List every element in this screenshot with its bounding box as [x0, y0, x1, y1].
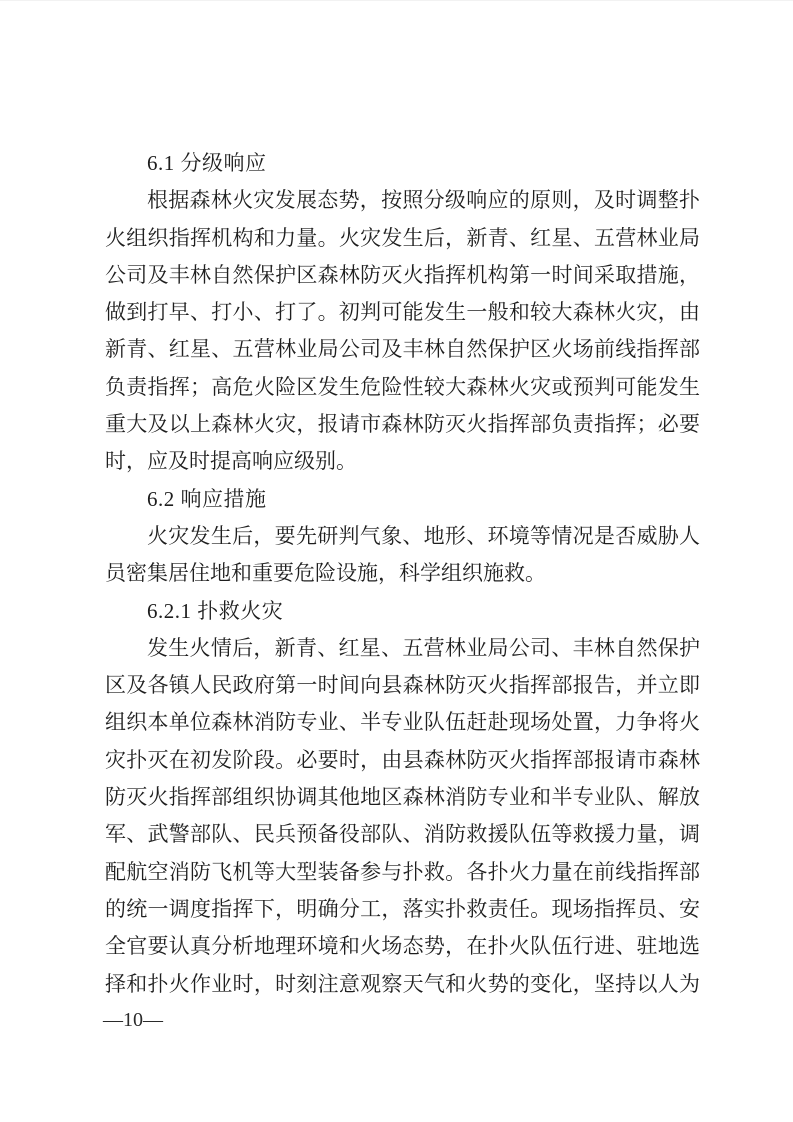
- text-line: 全官要认真分析地理环境和火场态势，在扑火队伍行进、驻地选: [105, 934, 700, 959]
- text-line: 做到打早、打小、打了。初判可能发生一般和较大森林火灾，由: [105, 300, 700, 325]
- text-line: 新青、红星、五营林业局公司及丰林自然保护区火场前线指挥部: [105, 337, 700, 362]
- text-line: 配航空消防飞机等大型装备参与扑救。各扑火力量在前线指挥部: [105, 859, 700, 884]
- text-line: 灾扑灭在初发阶段。必要时，由县森林防灭火指挥部报请市森林: [105, 747, 700, 772]
- text-line: 员密集居住地和重要危险设施，科学组织施救。: [105, 561, 546, 586]
- text-line: 重大及以上森林火灾，报请市森林防灭火指挥部负责指挥；必要: [105, 412, 700, 437]
- section-heading: 6.1 分级响应: [147, 151, 267, 175]
- document-text: [105, 145, 700, 1003]
- section-heading: 6.2.1 扑救火灾: [147, 598, 284, 623]
- section-heading: 6.2 响应措施: [147, 486, 267, 511]
- text-line: 组织本单位森林消防专业、半专业队伍赶赴现场处置，力争将火: [105, 710, 700, 735]
- text-line: 负责指挥；高危火险区发生危险性较大森林火灾或预判可能发生: [105, 374, 700, 399]
- text-line: 军、武警部队、民兵预备役部队、消防救援队伍等救援力量，调: [105, 822, 700, 847]
- text-line: 的统一调度指挥下，明确分工，落实扑救责任。现场指挥员、安: [105, 896, 700, 921]
- text-line: 防灭火指挥部组织协调其他地区森林消防专业和半专业队、解放: [105, 785, 700, 810]
- page-number: —10—: [103, 1009, 163, 1031]
- text-line: 公司及丰林自然保护区森林防灭火指挥机构第一时间采取措施，: [105, 262, 700, 287]
- text-line: 发生火情后，新青、红星、五营林业局公司、丰林自然保护: [147, 635, 700, 660]
- text-line: 择和扑火作业时，时刻注意观察天气和火势的变化，坚持以人为: [105, 971, 700, 996]
- text-line: 火灾发生后，要先研判气象、地形、环境等情况是否威胁人: [147, 523, 700, 548]
- text-line: 根据森林火灾发展态势，按照分级响应的原则，及时调整扑: [147, 188, 700, 213]
- text-line: 火组织指挥机构和力量。火灾发生后，新青、红星、五营林业局: [105, 225, 700, 250]
- text-line: 时，应及时提高响应级别。: [105, 449, 357, 474]
- text-line: 区及各镇人民政府第一时间向县森林防灭火指挥部报告，并立即: [105, 673, 700, 698]
